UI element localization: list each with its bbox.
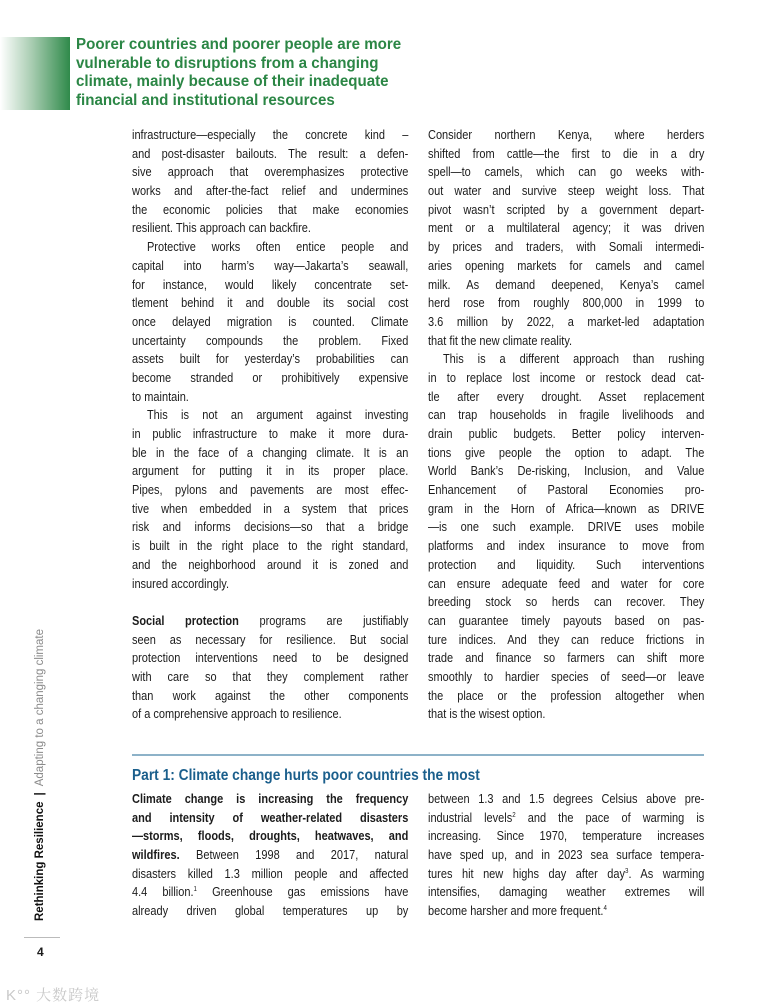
text-line: risk and informs decisions—so that a bridge [132, 520, 409, 535]
text-line: resilient. This approach can backfire. [132, 221, 311, 236]
text-line: assets built for yesterday’s probabilities can [132, 352, 409, 367]
text-line: breeding stock so herds can recover. They [428, 595, 705, 610]
pull-quote-headline [76, 36, 420, 111]
text-line: that is the wisest option. [428, 707, 546, 722]
headline-accent-bar [0, 37, 70, 110]
text-line [132, 883, 408, 902]
text-line: protection and liquidity. Such interventions [428, 557, 705, 572]
text-line: by prices and traders, with Somali intermedi- [428, 240, 705, 255]
text-line: between 1.3 and 1.5 degrees Celsius above pre- [428, 792, 705, 806]
text-line: become stranded or prohibitively expensive [132, 370, 409, 385]
text-line: smoothly to hardier species of seed—or leave [428, 669, 705, 684]
part1-column-left [132, 790, 408, 921]
text-line [428, 865, 704, 884]
text-line: uncertainty compounds the problem. Fixed [132, 333, 409, 348]
text-line: drain public budgets. Better policy interven- [428, 427, 705, 441]
bold-lead-in: Climate change is increasing the frequency [132, 792, 409, 806]
publication-title: Rethinking Resilience [34, 801, 46, 922]
text-line: increasing. Since 1970, temperature increases [428, 829, 705, 844]
text-line: pivot wasn’t scripted by a government depart- [428, 202, 705, 217]
text-line: of a comprehensive approach to resilience. [132, 707, 342, 722]
text-line: trade and finance so farmers can shift more [428, 651, 705, 666]
text-line: infrastructure—especially the concrete kind – [132, 128, 409, 142]
body-column-left [132, 126, 408, 724]
text-line: with care so that they complement rather [132, 669, 409, 684]
text-run: . As warming [628, 866, 705, 881]
text-line: intensifies, damaging weather extremes will [428, 885, 705, 900]
bold-lead-in: and intensity of weather-related disasters [132, 810, 409, 825]
page-number-rule [24, 937, 60, 938]
footnote-marker: 1 [193, 886, 197, 894]
footnote-marker: 3 [625, 867, 629, 875]
section-heading: Part 1: Climate change hurts poor countries the most [132, 767, 480, 784]
text-line: seen as necessary for resilience. But social [132, 632, 409, 647]
text-line: Consider northern Kenya, where herders [428, 128, 705, 142]
headline-line: financial and institutional resources [76, 92, 335, 110]
text-line: World Bank’s De-risking, Inclusion, and Value [428, 464, 705, 479]
text-run: programs are justifiably [238, 613, 409, 628]
text-line: once delayed migration is counted. Climate [132, 314, 409, 329]
text-run: industrial levels [428, 810, 513, 825]
text-line: already driven global temperatures up by [132, 904, 409, 919]
text-line: ble in the face of a changing climate. It is an [132, 445, 409, 460]
text-line: 3.6 million by 2022, a market-led adaptation [428, 314, 705, 329]
headline-line: Poorer countries and poorer people are more [76, 36, 402, 53]
text-line: insured accordingly. [132, 576, 230, 591]
text-line: is built in the right place to the right standard, [132, 539, 409, 554]
text-line: tive when embedded in a system that prices [132, 501, 409, 516]
text-line: ture indices. And they can reduce frictions in [428, 632, 705, 647]
text-run: Greenhouse gas emissions have [196, 885, 409, 900]
text-line: Pipes, pylons and pavements are most effec- [132, 483, 409, 498]
text-run: 4.4 billion. [132, 885, 194, 900]
text-line: disasters killed 1.3 million people and affected [132, 866, 409, 881]
watermark-logo: K°° 大数跨境 [6, 987, 101, 1004]
text-line [428, 809, 704, 828]
headline-line: climate, mainly because of their inadequate [76, 73, 389, 91]
text-line [132, 846, 408, 865]
text-line: —is one such example. DRIVE uses mobile [428, 520, 705, 535]
text-line: can trap households in fragile livelihoods and [428, 408, 705, 423]
watermark-text: 大数跨境 [36, 987, 101, 1004]
text-line: that fit the new climate reality. [428, 333, 573, 348]
running-header [34, 629, 46, 921]
text-run: become harsher and more frequent. [428, 904, 604, 919]
text-line: than work against the other components [132, 688, 409, 703]
text-line: the economic policies that make economies [132, 202, 409, 217]
text-line: and post-disaster bailouts. The result: a defen- [132, 146, 409, 161]
text-line: Enhancement of Pastoral Economies pro- [428, 483, 705, 498]
text-line: in to replace lost income or restock dead cat- [428, 370, 705, 385]
paragraph-gap [132, 593, 408, 612]
body-column-right [428, 126, 704, 724]
text-line: works and after-the-fact relief and undermines [132, 184, 409, 199]
text-line [132, 612, 408, 631]
text-line: spell—to camels, which can go weeks with- [428, 165, 705, 180]
text-line: sive approach that overemphasizes protective [132, 165, 409, 180]
text-line: for instance, would likely concentrate set- [132, 277, 409, 292]
bold-lead-in: Social protection [132, 613, 239, 628]
bold-lead-in: —storms, floods, droughts, heatwaves, and [132, 829, 409, 844]
text-line: tions give people the option to adapt. The [428, 445, 705, 460]
text-line: platforms and index insurance to move from [428, 539, 705, 554]
text-line [132, 827, 408, 846]
text-line [132, 790, 408, 809]
text-line: Protective works often entice people and [146, 240, 409, 255]
text-line: milk. As demand deepened, Kenya’s camel [428, 277, 705, 292]
text-line: can guarantee timely payouts based on pas- [428, 613, 705, 628]
part1-column-right [428, 790, 704, 921]
text-line: This is not an argument against investing [146, 408, 409, 423]
page-number: 4 [37, 945, 44, 959]
text-line: to maintain. [132, 389, 189, 404]
text-line: This is a different approach than rushing [442, 352, 705, 367]
text-line: argument for putting it in its proper place. [132, 464, 409, 479]
text-line: and the neighborhood around it is zoned and [132, 557, 409, 572]
text-line [132, 809, 408, 828]
text-line: out water and survive steep weight loss. That [428, 184, 705, 199]
headline-line: vulnerable to disruptions from a changing [76, 54, 379, 72]
text-line [428, 902, 704, 921]
text-line: tlement behind it and double its social cost [132, 296, 409, 311]
text-line: gram in the Horn of Africa—known as DRIVE [428, 501, 705, 516]
text-line: shifted from cattle—the first to die in a dry [428, 146, 705, 161]
text-line: capital into harm’s way—Jakarta’s seawall, [132, 258, 409, 273]
footnote-marker: 2 [512, 811, 516, 819]
text-line: tle after every drought. Asset replacement [428, 389, 705, 404]
section-divider [132, 754, 704, 756]
text-line: aries opening markets for camels and camel [428, 258, 705, 273]
text-run: Between 1998 and 2017, natural [179, 848, 409, 863]
text-line: have sped up, and in 2023 sea surface tempera- [428, 848, 705, 863]
text-run: tures hit new highs day after day [428, 866, 626, 881]
text-line: the place or the profession altogether when [428, 688, 705, 703]
text-line: in public infrastructure to make it more dura- [132, 427, 409, 441]
text-line: herd rose from roughly 800,000 in 1999 to [428, 296, 705, 311]
text-line: can ensure adequate feed and water for core [428, 576, 705, 591]
text-line: ment or a multilateral agency; it was driven [428, 221, 705, 236]
separator: | [34, 792, 46, 796]
chapter-title: Adapting to a changing climate [34, 628, 46, 787]
footnote-marker: 4 [603, 905, 607, 913]
text-run: and the pace of warming is [515, 810, 705, 825]
bold-lead-in: wildfires. [132, 848, 180, 863]
text-line: protection interventions need to be designed [132, 651, 409, 666]
